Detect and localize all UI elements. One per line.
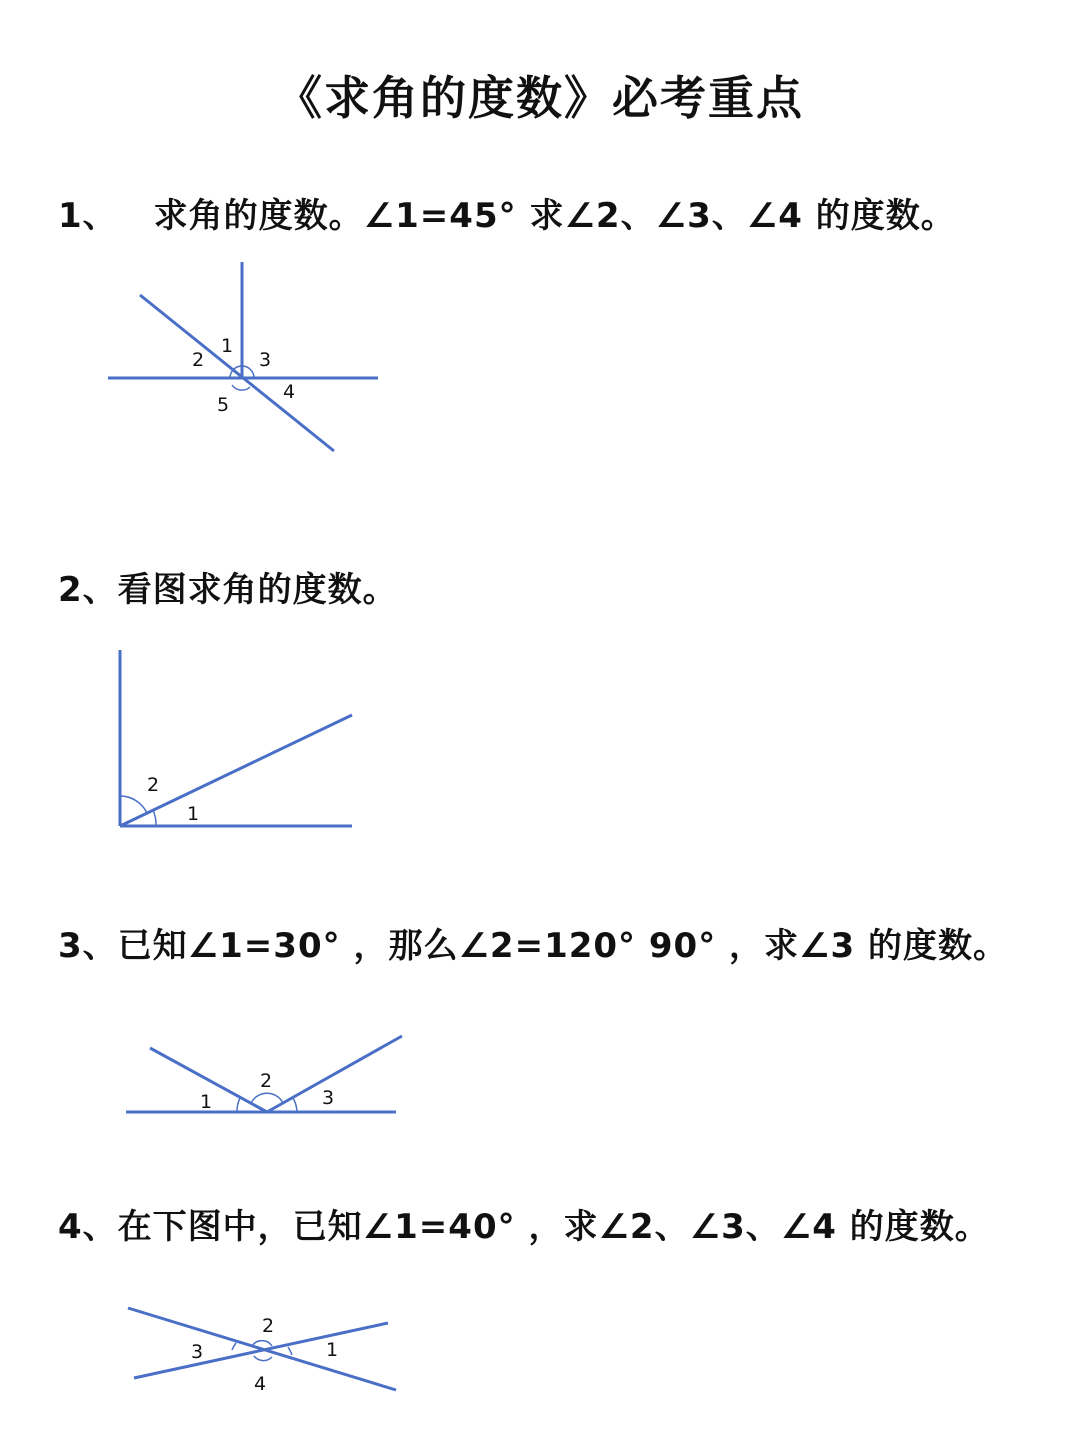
figure-1-label-3: 3 [259,349,272,371]
figure-4-label-4: 4 [254,1373,267,1395]
question-2-text: 看图求角的度数。 [117,570,398,610]
question-4-number: 4、 [58,1207,118,1247]
question-1-number: 1、 [58,196,118,236]
figure-2-label-1: 1 [187,803,200,825]
figure-1-label-4: 4 [283,381,296,403]
figure-4-angle-1-arc [288,1347,292,1355]
figure-4-angle-2-arc [252,1341,272,1346]
question-3-number: 3、 [58,926,118,966]
question-4-text: 在下图中，已知∠1=40° ，求∠2、∠3、∠4 的度数。 [117,1207,990,1247]
figure-3-label-3: 3 [322,1087,335,1109]
figure-4-angle-3-arc [232,1343,236,1350]
question-2-number: 2、 [58,570,118,610]
figure-1-label-5: 5 [217,394,230,416]
figure-3-label-2: 2 [260,1070,273,1092]
figure-1-label-1: 1 [221,335,234,357]
page-title: 《求角的度数》必考重点 [276,71,804,125]
figure-4-line-b [134,1323,388,1378]
question-1-text: 求角的度数。∠1=45° 求∠2、∠3、∠4 的度数。 [153,196,956,236]
figure-3-label-1: 1 [200,1091,213,1113]
figure-4-label-2: 2 [262,1315,275,1337]
figure-4-angle-4-arc [254,1356,272,1361]
figure-1-label-2: 2 [192,349,205,371]
figure-4-label-1: 1 [326,1339,339,1361]
question-3-text: 已知∠1=30° ，那么∠2=120° 90° ，求∠3 的度数。 [117,926,1009,966]
figure-2-label-2: 2 [147,774,160,796]
figure-4-label-3: 3 [191,1341,204,1363]
